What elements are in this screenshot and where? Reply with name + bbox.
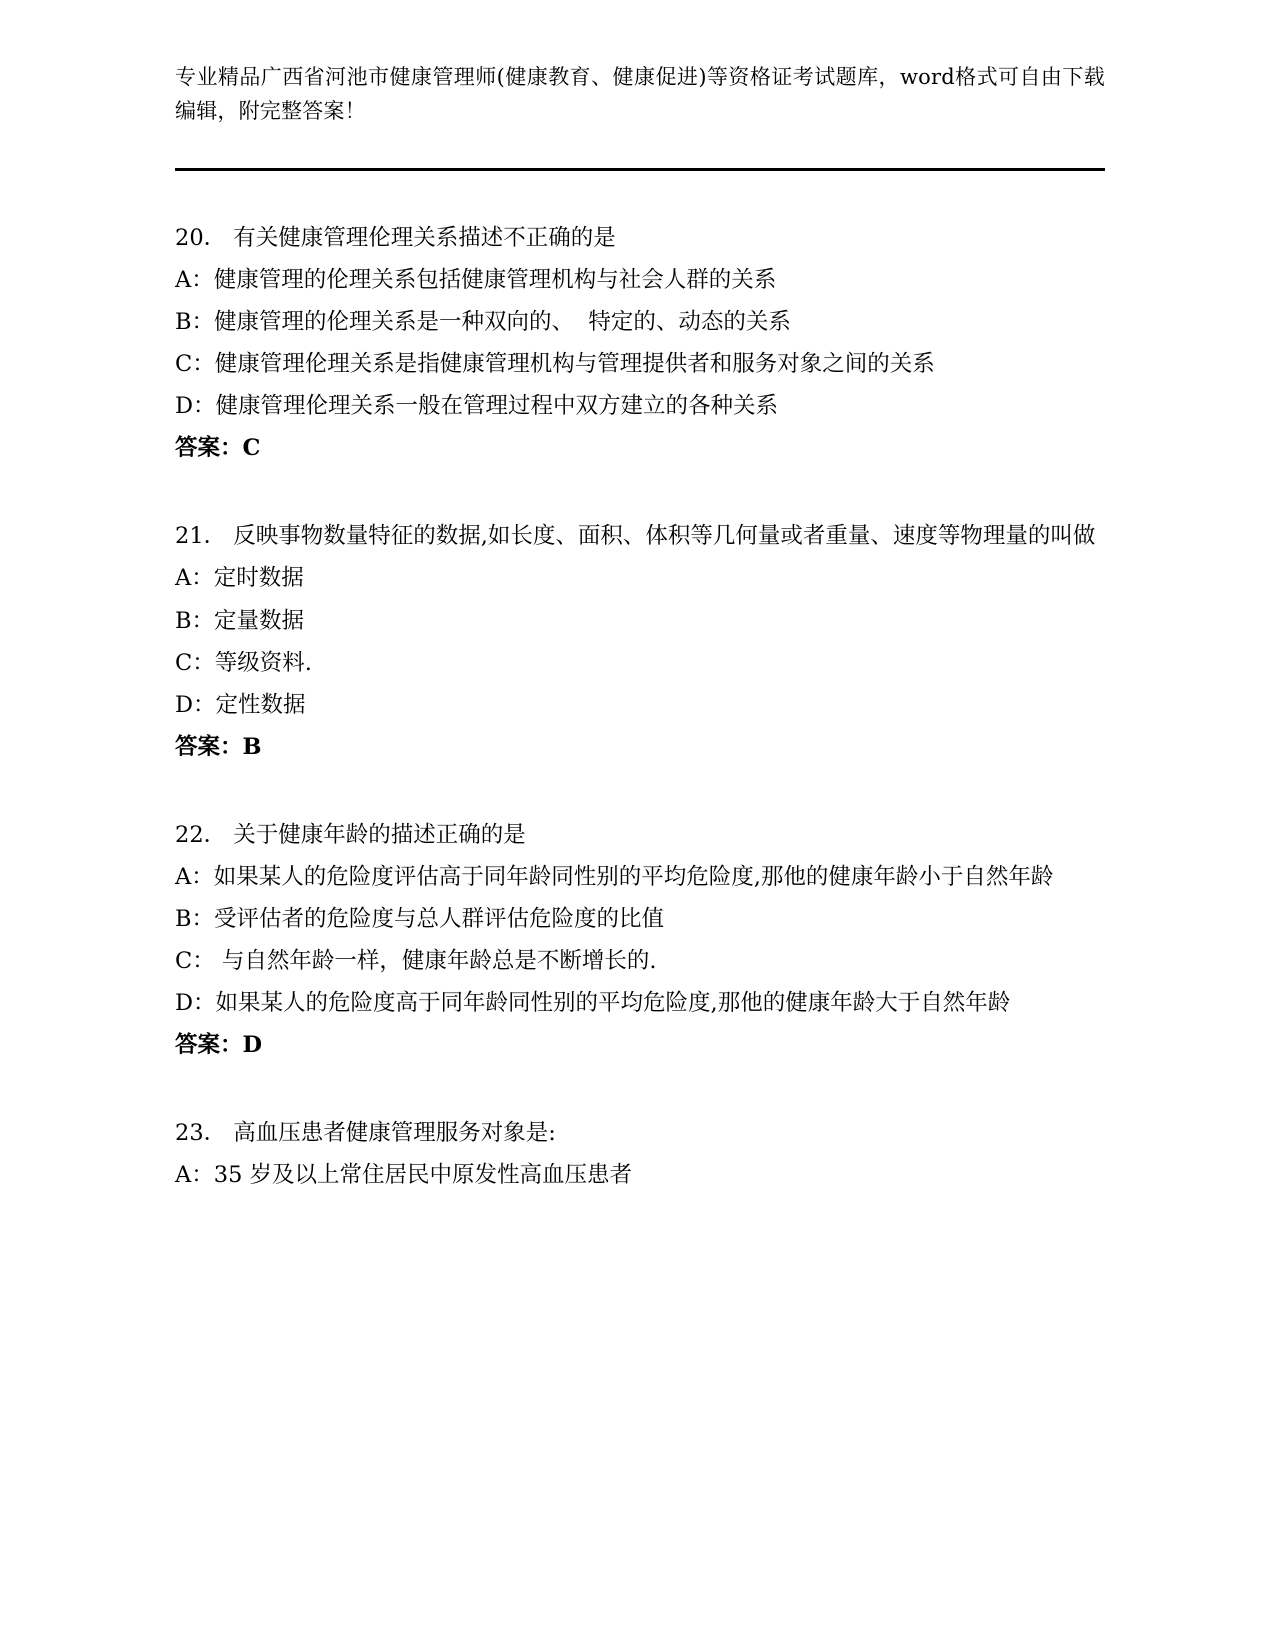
question-stem: 23． 高血压患者健康管理服务对象是: xyxy=(175,1120,556,1147)
question-stem: 21． 反映事物数量特征的数据,如长度、面积、体积等几何量或者重量、速度等物理量的叫做 xyxy=(175,523,1096,550)
question-stem: 20． 有关健康管理伦理关系描述不正确的是 xyxy=(175,225,616,252)
document-header-text: 专业精品广西省河池市健康管理师(健康教育、健康促进)等资格证考试题库，word格式可自由下载编辑，附完整答案！ xyxy=(175,65,1105,124)
question-stem: 22． 关于健康年龄的描述正确的是 xyxy=(175,821,526,848)
question-block xyxy=(175,217,1105,469)
question-block xyxy=(175,515,1105,767)
question-option: C：健康管理伦理关系是指健康管理机构与管理提供者和服务对象之间的关系 xyxy=(175,351,935,378)
answer-value: C xyxy=(242,435,261,462)
question-block xyxy=(175,814,1105,1066)
question-option: C：等级资料. xyxy=(175,649,312,676)
answer-label: 答案： xyxy=(175,435,243,462)
question-option: D：如果某人的危险度高于同年龄同性别的平均危险度,那他的健康年龄大于自然年龄 xyxy=(175,990,1011,1017)
question-option: A：定时数据 xyxy=(175,565,304,592)
question-answer xyxy=(175,427,1105,469)
answer-value: D xyxy=(242,1032,263,1059)
header-divider xyxy=(175,168,1105,171)
question-option: C： 与自然年龄一样，健康年龄总是不断增长的. xyxy=(175,947,657,974)
answer-value: B xyxy=(242,733,262,760)
question-option: D：健康管理伦理关系一般在管理过程中双方建立的各种关系 xyxy=(175,393,779,420)
question-option: B：受评估者的危险度与总人群评估危险度的比值 xyxy=(175,905,665,932)
question-option: D：定性数据 xyxy=(175,691,306,718)
question-answer xyxy=(175,726,1105,768)
answer-label: 答案： xyxy=(175,1032,243,1059)
questions-container xyxy=(175,217,1105,1196)
question-answer xyxy=(175,1024,1105,1066)
question-option: A：健康管理的伦理关系包括健康管理机构与社会人群的关系 xyxy=(175,267,777,294)
question-option: B：健康管理的伦理关系是一种双向的、 特定的、动态的关系 xyxy=(175,309,791,336)
question-option: A：35 岁及以上常住居民中原发性高血压患者 xyxy=(175,1162,633,1189)
question-option: B：定量数据 xyxy=(175,607,305,634)
question-option: A：如果某人的危险度评估高于同年龄同性别的平均危险度,那他的健康年龄小于自然年龄 xyxy=(175,863,1054,890)
question-block xyxy=(175,1112,1105,1196)
answer-label: 答案： xyxy=(175,733,243,760)
